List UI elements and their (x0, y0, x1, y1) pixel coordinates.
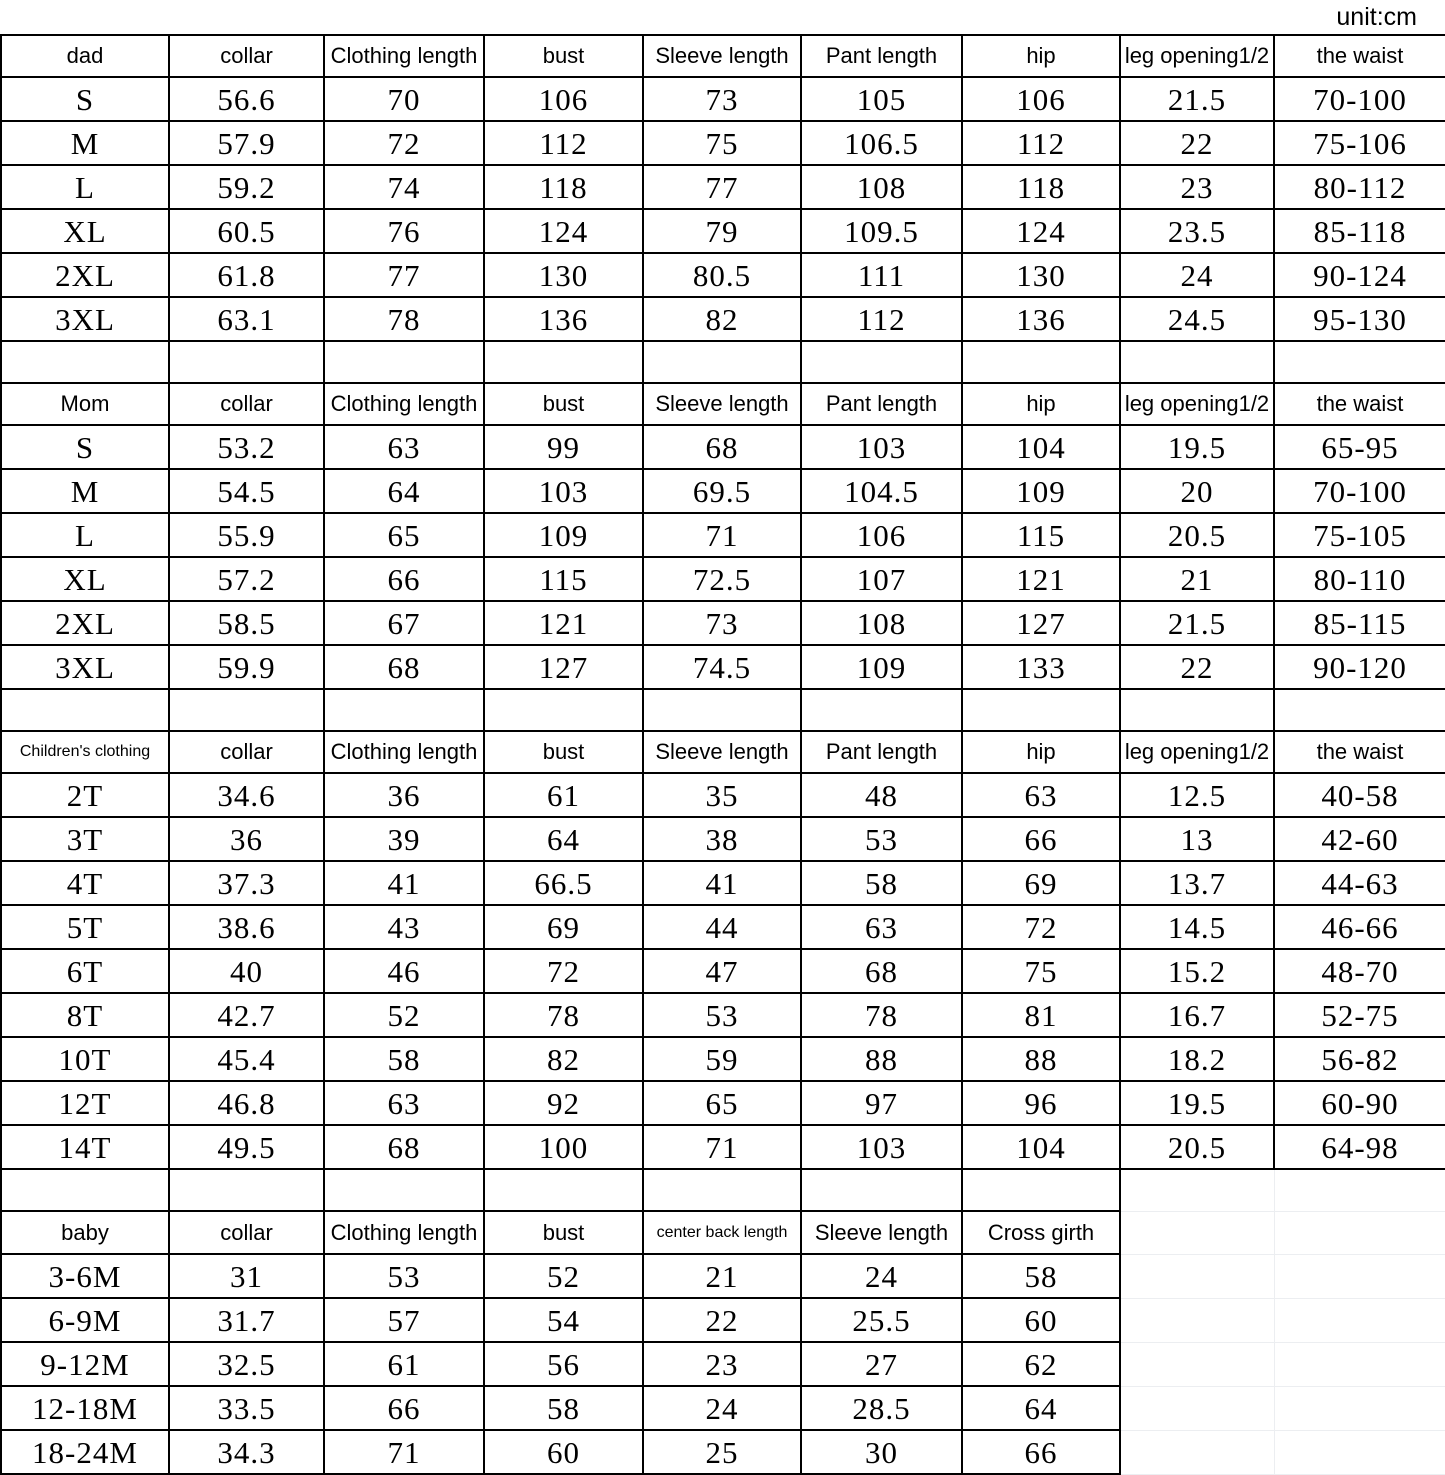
cell-bust: 52 (484, 1254, 643, 1298)
cell-size: 3XL (1, 645, 169, 689)
column-header-collar: collar (169, 731, 324, 773)
cell-pant-length: 105 (801, 77, 962, 121)
cell-bust: 64 (484, 817, 643, 861)
cell-bust: 103 (484, 469, 643, 513)
cell-collar: 37.3 (169, 861, 324, 905)
cell-bust: 136 (484, 297, 643, 341)
cell-waist: 85-115 (1274, 601, 1445, 645)
column-header-sleeve-length: Sleeve length (801, 1211, 962, 1254)
cell-pant-length: 108 (801, 601, 962, 645)
cell-collar: 42.7 (169, 993, 324, 1037)
table-row (1, 253, 1445, 297)
cell-leg-opening: 19.5 (1120, 1081, 1274, 1125)
cell-sleeve-length: 75 (643, 121, 801, 165)
cell-leg-opening: 13.7 (1120, 861, 1274, 905)
cell-leg-opening: 14.5 (1120, 905, 1274, 949)
column-header-hip: hip (962, 383, 1120, 425)
cell-clothing-length: 70 (324, 77, 484, 121)
cell-bust: 60 (484, 1430, 643, 1474)
cell-collar: 57.9 (169, 121, 324, 165)
section-spacer-row (1, 689, 1445, 731)
column-header-bust: bust (484, 731, 643, 773)
cell-leg-opening: 13 (1120, 817, 1274, 861)
cell-sleeve-length: 68 (643, 425, 801, 469)
cell-hip: 106 (962, 77, 1120, 121)
cell-bust: 72 (484, 949, 643, 993)
table-row (1, 1386, 1445, 1430)
cell-waist: 44-63 (1274, 861, 1445, 905)
cell-collar: 63.1 (169, 297, 324, 341)
column-header-cross-girth: Cross girth (962, 1211, 1120, 1254)
table-row (1, 1037, 1445, 1081)
cell-sleeve-length: 79 (643, 209, 801, 253)
cell-collar: 46.8 (169, 1081, 324, 1125)
cell-pant-length: 97 (801, 1081, 962, 1125)
cell-size: S (1, 425, 169, 469)
cell-size: 14T (1, 1125, 169, 1169)
cell-center-back-length: 21 (643, 1254, 801, 1298)
cell-collar: 59.2 (169, 165, 324, 209)
cell-sleeve-length: 35 (643, 773, 801, 817)
cell-sleeve-length: 38 (643, 817, 801, 861)
cell-size: 12T (1, 1081, 169, 1125)
cell-waist: 70-100 (1274, 469, 1445, 513)
cell-bust: 61 (484, 773, 643, 817)
cell-waist: 80-112 (1274, 165, 1445, 209)
section-spacer-row (1, 1169, 1445, 1211)
cell-sleeve-length: 69.5 (643, 469, 801, 513)
column-header-sleeve-length: Sleeve length (643, 35, 801, 77)
column-header-clothing-length: Clothing length (324, 731, 484, 773)
cell-clothing-length: 63 (324, 425, 484, 469)
cell-bust: 100 (484, 1125, 643, 1169)
table-row (1, 993, 1445, 1037)
column-header-leg-opening: leg opening1/2 (1120, 383, 1274, 425)
cell-clothing-length: 66 (324, 1386, 484, 1430)
cell-bust: 112 (484, 121, 643, 165)
unit-label: unit:cm (1336, 2, 1417, 31)
cell-cross-girth: 64 (962, 1386, 1120, 1430)
table-row (1, 77, 1445, 121)
table-row (1, 121, 1445, 165)
cell-size: M (1, 121, 169, 165)
cell-bust: 78 (484, 993, 643, 1037)
cell-leg-opening: 16.7 (1120, 993, 1274, 1037)
cell-pant-length: 109.5 (801, 209, 962, 253)
cell-bust: 54 (484, 1298, 643, 1342)
cell-clothing-length: 64 (324, 469, 484, 513)
table-row (1, 1254, 1445, 1298)
cell-leg-opening: 20.5 (1120, 513, 1274, 557)
column-header-clothing-length: Clothing length (324, 35, 484, 77)
cell-sleeve-length: 27 (801, 1342, 962, 1386)
cell-center-back-length: 24 (643, 1386, 801, 1430)
cell-size: 3XL (1, 297, 169, 341)
cell-cross-girth: 60 (962, 1298, 1120, 1342)
cell-size: 4T (1, 861, 169, 905)
cell-pant-length: 106 (801, 513, 962, 557)
cell-sleeve-length: 72.5 (643, 557, 801, 601)
cell-clothing-length: 53 (324, 1254, 484, 1298)
column-header-sleeve-length: Sleeve length (643, 383, 801, 425)
column-header-waist: the waist (1274, 731, 1445, 773)
size-chart-table (0, 34, 1445, 1475)
cell-size: 18-24M (1, 1430, 169, 1474)
cell-collar: 57.2 (169, 557, 324, 601)
cell-clothing-length: 66 (324, 557, 484, 601)
column-header-bust: bust (484, 1211, 643, 1254)
table-row (1, 513, 1445, 557)
cell-sleeve-length: 44 (643, 905, 801, 949)
cell-clothing-length: 36 (324, 773, 484, 817)
cell-hip: 133 (962, 645, 1120, 689)
cell-pant-length: 48 (801, 773, 962, 817)
cell-bust: 127 (484, 645, 643, 689)
table-row (1, 165, 1445, 209)
cell-pant-length: 58 (801, 861, 962, 905)
column-header-bust: bust (484, 383, 643, 425)
cell-waist: 60-90 (1274, 1081, 1445, 1125)
cell-waist: 42-60 (1274, 817, 1445, 861)
cell-sleeve-length: 80.5 (643, 253, 801, 297)
cell-waist: 90-120 (1274, 645, 1445, 689)
cell-sleeve-length: 73 (643, 601, 801, 645)
cell-clothing-length: 43 (324, 905, 484, 949)
cell-bust: 92 (484, 1081, 643, 1125)
cell-clothing-length: 46 (324, 949, 484, 993)
cell-pant-length: 111 (801, 253, 962, 297)
cell-center-back-length: 23 (643, 1342, 801, 1386)
cell-hip: 121 (962, 557, 1120, 601)
cell-bust: 118 (484, 165, 643, 209)
cell-sleeve-length: 77 (643, 165, 801, 209)
table-row (1, 773, 1445, 817)
cell-bust: 121 (484, 601, 643, 645)
cell-sleeve-length: 24 (801, 1254, 962, 1298)
cell-bust: 56 (484, 1342, 643, 1386)
column-header-sleeve-length: Sleeve length (643, 731, 801, 773)
cell-hip: 81 (962, 993, 1120, 1037)
cell-size: 8T (1, 993, 169, 1037)
cell-center-back-length: 25 (643, 1430, 801, 1474)
cell-size: M (1, 469, 169, 513)
column-header-hip: hip (962, 35, 1120, 77)
cell-clothing-length: 77 (324, 253, 484, 297)
cell-clothing-length: 68 (324, 645, 484, 689)
cell-waist: 65-95 (1274, 425, 1445, 469)
cell-collar: 61.8 (169, 253, 324, 297)
table-row (1, 601, 1445, 645)
cell-pant-length: 88 (801, 1037, 962, 1081)
cell-size: S (1, 77, 169, 121)
cell-pant-length: 68 (801, 949, 962, 993)
cell-hip: 88 (962, 1037, 1120, 1081)
cell-leg-opening: 15.2 (1120, 949, 1274, 993)
cell-collar: 53.2 (169, 425, 324, 469)
cell-hip: 118 (962, 165, 1120, 209)
column-header-bust: bust (484, 35, 643, 77)
cell-waist: 52-75 (1274, 993, 1445, 1037)
cell-bust: 58 (484, 1386, 643, 1430)
cell-clothing-length: 67 (324, 601, 484, 645)
cell-collar: 36 (169, 817, 324, 861)
cell-collar: 59.9 (169, 645, 324, 689)
column-header-pant-length: Pant length (801, 383, 962, 425)
cell-pant-length: 108 (801, 165, 962, 209)
cell-clothing-length: 39 (324, 817, 484, 861)
cell-hip: 130 (962, 253, 1120, 297)
cell-bust: 124 (484, 209, 643, 253)
cell-hip: 136 (962, 297, 1120, 341)
column-header-leg-opening: leg opening1/2 (1120, 731, 1274, 773)
table-header-row-dad (1, 35, 1445, 77)
cell-bust: 99 (484, 425, 643, 469)
table-row (1, 209, 1445, 253)
cell-clothing-length: 61 (324, 1342, 484, 1386)
cell-collar: 31 (169, 1254, 324, 1298)
table-header-row-baby (1, 1211, 1445, 1254)
cell-pant-length: 63 (801, 905, 962, 949)
cell-collar: 33.5 (169, 1386, 324, 1430)
table-row (1, 861, 1445, 905)
cell-waist: 46-66 (1274, 905, 1445, 949)
cell-pant-length: 78 (801, 993, 962, 1037)
cell-leg-opening: 22 (1120, 645, 1274, 689)
cell-size: 2T (1, 773, 169, 817)
cell-waist: 40-58 (1274, 773, 1445, 817)
cell-hip: 69 (962, 861, 1120, 905)
cell-leg-opening: 24.5 (1120, 297, 1274, 341)
cell-leg-opening: 23.5 (1120, 209, 1274, 253)
table-row (1, 425, 1445, 469)
cell-bust: 82 (484, 1037, 643, 1081)
cell-clothing-length: 58 (324, 1037, 484, 1081)
table-row (1, 905, 1445, 949)
cell-center-back-length: 22 (643, 1298, 801, 1342)
cell-cross-girth: 62 (962, 1342, 1120, 1386)
cell-clothing-length: 57 (324, 1298, 484, 1342)
cell-collar: 40 (169, 949, 324, 993)
cell-clothing-length: 41 (324, 861, 484, 905)
cell-clothing-length: 78 (324, 297, 484, 341)
cell-collar: 58.5 (169, 601, 324, 645)
cell-hip: 124 (962, 209, 1120, 253)
cell-bust: 115 (484, 557, 643, 601)
cell-sleeve-length: 65 (643, 1081, 801, 1125)
cell-bust: 69 (484, 905, 643, 949)
cell-clothing-length: 76 (324, 209, 484, 253)
cell-cross-girth: 58 (962, 1254, 1120, 1298)
cell-waist: 64-98 (1274, 1125, 1445, 1169)
cell-clothing-length: 74 (324, 165, 484, 209)
cell-clothing-length: 71 (324, 1430, 484, 1474)
cell-hip: 63 (962, 773, 1120, 817)
table-row (1, 557, 1445, 601)
section-label-mom: Mom (1, 383, 169, 425)
cell-pant-length: 103 (801, 425, 962, 469)
cell-waist: 85-118 (1274, 209, 1445, 253)
column-header-collar: collar (169, 35, 324, 77)
section-label-children: Children's clothing (1, 731, 169, 773)
cell-leg-opening: 19.5 (1120, 425, 1274, 469)
cell-collar: 60.5 (169, 209, 324, 253)
cell-size: 6-9M (1, 1298, 169, 1342)
section-label-dad: dad (1, 35, 169, 77)
cell-sleeve-length: 82 (643, 297, 801, 341)
column-header-hip: hip (962, 731, 1120, 773)
table-row (1, 1298, 1445, 1342)
cell-waist: 56-82 (1274, 1037, 1445, 1081)
table-row (1, 1342, 1445, 1386)
cell-size: 10T (1, 1037, 169, 1081)
cell-pant-length: 107 (801, 557, 962, 601)
cell-size: 3-6M (1, 1254, 169, 1298)
cell-bust: 66.5 (484, 861, 643, 905)
column-header-center-back-length: center back length (643, 1211, 801, 1254)
cell-sleeve-length: 53 (643, 993, 801, 1037)
cell-sleeve-length: 71 (643, 1125, 801, 1169)
cell-leg-opening: 21.5 (1120, 601, 1274, 645)
cell-waist: 75-106 (1274, 121, 1445, 165)
cell-sleeve-length: 30 (801, 1430, 962, 1474)
cell-waist: 90-124 (1274, 253, 1445, 297)
cell-collar: 54.5 (169, 469, 324, 513)
table-row (1, 645, 1445, 689)
cell-sleeve-length: 41 (643, 861, 801, 905)
cell-pant-length: 104.5 (801, 469, 962, 513)
cell-sleeve-length: 25.5 (801, 1298, 962, 1342)
cell-pant-length: 103 (801, 1125, 962, 1169)
cell-waist: 70-100 (1274, 77, 1445, 121)
section-spacer-row (1, 341, 1445, 383)
cell-collar: 38.6 (169, 905, 324, 949)
cell-waist: 75-105 (1274, 513, 1445, 557)
table-row (1, 297, 1445, 341)
table-row (1, 469, 1445, 513)
cell-pant-length: 53 (801, 817, 962, 861)
cell-clothing-length: 52 (324, 993, 484, 1037)
cell-sleeve-length: 71 (643, 513, 801, 557)
cell-leg-opening: 24 (1120, 253, 1274, 297)
table-row (1, 817, 1445, 861)
cell-clothing-length: 72 (324, 121, 484, 165)
cell-waist: 48-70 (1274, 949, 1445, 993)
cell-size: 3T (1, 817, 169, 861)
cell-leg-opening: 20 (1120, 469, 1274, 513)
cell-waist: 80-110 (1274, 557, 1445, 601)
cell-size: XL (1, 557, 169, 601)
column-header-leg-opening: leg opening1/2 (1120, 35, 1274, 77)
cell-size: 2XL (1, 253, 169, 297)
cell-collar: 45.4 (169, 1037, 324, 1081)
cell-collar: 32.5 (169, 1342, 324, 1386)
cell-leg-opening: 21.5 (1120, 77, 1274, 121)
cell-hip: 96 (962, 1081, 1120, 1125)
cell-sleeve-length: 74.5 (643, 645, 801, 689)
cell-bust: 109 (484, 513, 643, 557)
cell-sleeve-length: 47 (643, 949, 801, 993)
cell-size: L (1, 513, 169, 557)
cell-clothing-length: 63 (324, 1081, 484, 1125)
cell-pant-length: 112 (801, 297, 962, 341)
cell-clothing-length: 65 (324, 513, 484, 557)
cell-size: 5T (1, 905, 169, 949)
cell-collar: 31.7 (169, 1298, 324, 1342)
cell-hip: 109 (962, 469, 1120, 513)
cell-collar: 49.5 (169, 1125, 324, 1169)
section-label-baby: baby (1, 1211, 169, 1254)
cell-leg-opening: 12.5 (1120, 773, 1274, 817)
cell-hip: 72 (962, 905, 1120, 949)
cell-bust: 130 (484, 253, 643, 297)
cell-size: 9-12M (1, 1342, 169, 1386)
cell-size: 6T (1, 949, 169, 993)
column-header-clothing-length: Clothing length (324, 1211, 484, 1254)
cell-hip: 75 (962, 949, 1120, 993)
cell-bust: 106 (484, 77, 643, 121)
cell-collar: 34.6 (169, 773, 324, 817)
cell-size: L (1, 165, 169, 209)
column-header-waist: the waist (1274, 35, 1445, 77)
cell-sleeve-length: 59 (643, 1037, 801, 1081)
cell-hip: 115 (962, 513, 1120, 557)
cell-collar: 56.6 (169, 77, 324, 121)
table-header-row-children (1, 731, 1445, 773)
column-header-pant-length: Pant length (801, 731, 962, 773)
cell-sleeve-length: 28.5 (801, 1386, 962, 1430)
table-row (1, 1125, 1445, 1169)
column-header-waist: the waist (1274, 383, 1445, 425)
table-row (1, 1081, 1445, 1125)
cell-hip: 66 (962, 817, 1120, 861)
cell-pant-length: 106.5 (801, 121, 962, 165)
column-header-clothing-length: Clothing length (324, 383, 484, 425)
cell-leg-opening: 20.5 (1120, 1125, 1274, 1169)
cell-collar: 34.3 (169, 1430, 324, 1474)
cell-sleeve-length: 73 (643, 77, 801, 121)
table-header-row-mom (1, 383, 1445, 425)
table-row (1, 949, 1445, 993)
cell-leg-opening: 18.2 (1120, 1037, 1274, 1081)
cell-waist: 95-130 (1274, 297, 1445, 341)
cell-hip: 127 (962, 601, 1120, 645)
cell-pant-length: 109 (801, 645, 962, 689)
column-header-pant-length: Pant length (801, 35, 962, 77)
cell-hip: 104 (962, 1125, 1120, 1169)
cell-size: 2XL (1, 601, 169, 645)
cell-hip: 112 (962, 121, 1120, 165)
cell-leg-opening: 23 (1120, 165, 1274, 209)
cell-size: XL (1, 209, 169, 253)
table-row (1, 1430, 1445, 1474)
cell-leg-opening: 21 (1120, 557, 1274, 601)
cell-cross-girth: 66 (962, 1430, 1120, 1474)
unit-label-row (0, 0, 1445, 34)
column-header-collar: collar (169, 383, 324, 425)
cell-size: 12-18M (1, 1386, 169, 1430)
cell-hip: 104 (962, 425, 1120, 469)
cell-leg-opening: 22 (1120, 121, 1274, 165)
cell-collar: 55.9 (169, 513, 324, 557)
column-header-collar: collar (169, 1211, 324, 1254)
cell-clothing-length: 68 (324, 1125, 484, 1169)
